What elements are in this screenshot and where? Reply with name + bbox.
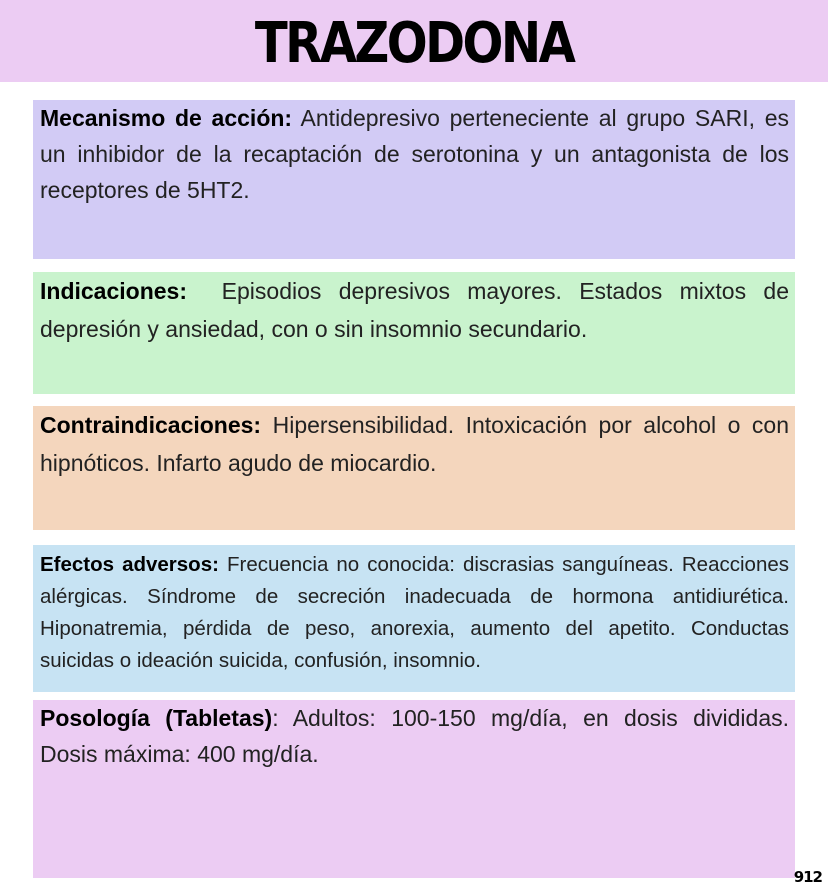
page-number: 912 xyxy=(793,868,822,886)
section-posologia xyxy=(33,700,795,878)
section-posologia-text: : Adultos: 100-150 mg/día, en dosis divididas. Dosis máxima: 400 mg/día. xyxy=(40,705,790,767)
section-contraindicaciones-label: Contraindicaciones: xyxy=(40,412,262,438)
section-mecanismo-text: Antidepresivo perteneciente al grupo SARI, es un inhibidor de la recaptación de serotonina y un antagonista de los receptores de 5HT2. xyxy=(40,105,789,203)
section-mecanismo-label: Mecanismo de acción: xyxy=(40,105,293,131)
section-efectos-adversos xyxy=(33,545,795,692)
section-efectos-body xyxy=(40,549,789,677)
section-efectos-label: Efectos adversos: xyxy=(40,553,219,576)
section-posologia-body xyxy=(40,700,789,772)
title-banner xyxy=(0,0,828,82)
section-indicaciones-label: Indicaciones: xyxy=(40,278,187,304)
section-indicaciones xyxy=(33,272,795,394)
section-mecanismo-body xyxy=(40,100,789,208)
drug-title: TRAZODONA xyxy=(254,11,574,76)
section-efectos-text: Frecuencia no conocida: discrasias sanguíneas. Reacciones alérgicas. Síndrome de secreción inadecuada de hormona antidiurética. Hiponatremia, pérdida de peso, anorexia, aumento del apetito. Conductas suicidas o ideación suicida, confusión, insomnio. xyxy=(40,553,789,672)
section-contraindicaciones xyxy=(33,406,795,530)
section-mecanismo xyxy=(33,100,795,259)
section-posologia-label: Posología (Tabletas) xyxy=(40,705,273,731)
section-contraindicaciones-text: Hipersensibilidad. Intoxicación por alcohol o con hipnóticos. Infarto agudo de miocardio. xyxy=(40,412,790,476)
section-indicaciones-body xyxy=(40,272,789,348)
section-indicaciones-text: Episodios depresivos mayores. Estados mixtos de depresión y ansiedad, con o sin insomnio secundario. xyxy=(40,278,789,342)
section-contraindicaciones-body xyxy=(40,406,789,482)
